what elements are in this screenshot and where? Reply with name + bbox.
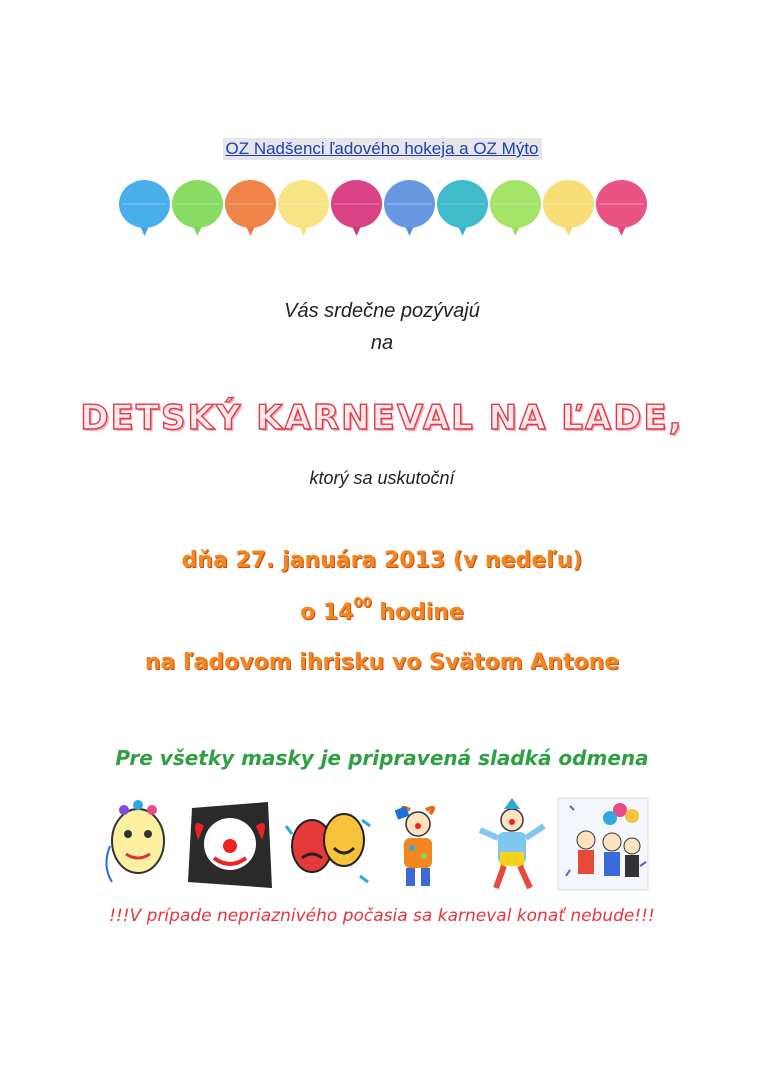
event-time-prefix: o 14 (300, 600, 354, 625)
clown-face-icon (188, 802, 272, 888)
balloon-garland-icon (118, 170, 648, 250)
garland-balloon (490, 180, 541, 236)
invitation-line-1: Vás srdečne pozývajú (284, 300, 480, 322)
event-time-superscript: 00 (353, 596, 372, 611)
dancing-clown-icon (480, 798, 544, 888)
garland-balloon (278, 180, 329, 236)
organizer-link[interactable]: OZ Nadšenci ľadového hokeja a OZ Mýto (223, 138, 542, 160)
event-time-suffix: hodine (371, 600, 464, 625)
theater-masks-icon (286, 814, 370, 882)
organizer-link-line (0, 138, 764, 160)
garland-balloon (172, 180, 223, 236)
party-kids-icon (558, 798, 648, 890)
event-time (0, 596, 764, 625)
garland-balloon (384, 180, 435, 236)
garland-balloon (225, 180, 276, 236)
event-title: DETSKÝ KARNEVAL NA ĽADE, (80, 398, 684, 438)
juggling-clown-icon (395, 806, 434, 886)
event-date: dňa 27. januára 2013 (v nedeľu) (181, 548, 583, 573)
garland-balloon (596, 180, 647, 236)
reward-text: Pre všetky masky je pripravená sladká odmena (115, 746, 649, 770)
carnival-pictures (100, 796, 660, 896)
weather-notice: !!!V prípade nepriaznivého počasia sa karneval konať nebude!!! (109, 906, 655, 926)
garland-balloon (437, 180, 488, 236)
mask-icon (106, 800, 164, 882)
garland-balloon (119, 180, 170, 236)
garland-balloon (331, 180, 382, 236)
garland-balloon (543, 180, 594, 236)
event-place: na ľadovom ihrisku vo Svätom Antone (144, 650, 620, 675)
invitation-line-2: na (370, 332, 394, 354)
takes-place-text: ktorý sa uskutoční (309, 468, 455, 488)
